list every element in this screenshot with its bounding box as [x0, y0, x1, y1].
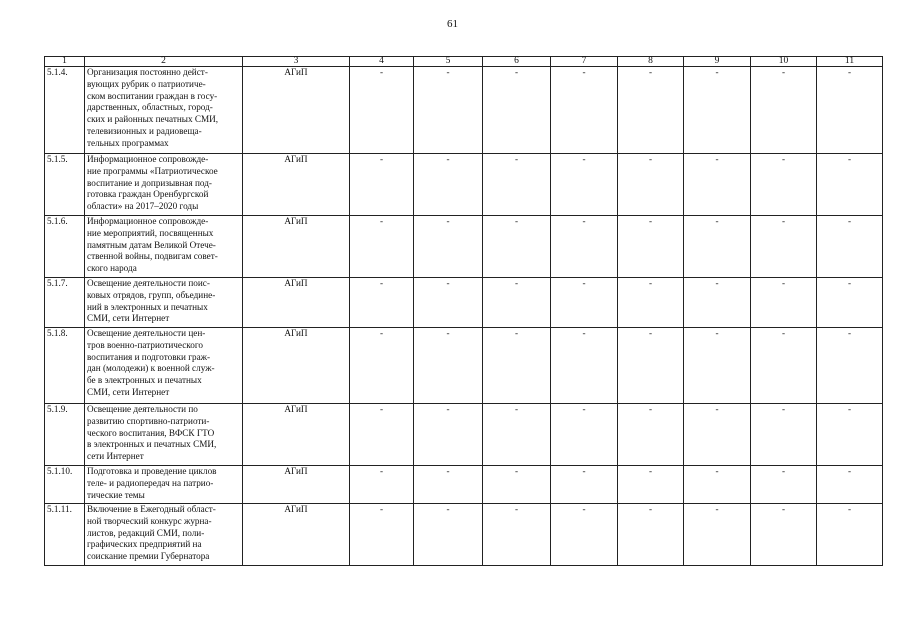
value-cell: - — [350, 328, 414, 404]
measures-table — [44, 56, 883, 566]
item-number: 5.1.11. — [45, 504, 85, 566]
table-row — [45, 216, 883, 278]
value-cell: - — [350, 67, 414, 154]
description-line: в электронных и печатных СМИ, — [87, 439, 217, 450]
description-line: ского народа — [87, 263, 137, 274]
table-row — [45, 154, 883, 216]
item-description — [85, 154, 243, 216]
value-cell: - — [817, 278, 883, 328]
header-cell: 4 — [350, 57, 414, 67]
header-cell: 3 — [243, 57, 350, 67]
value-cell: - — [414, 328, 483, 404]
description-line: Информационное сопровожде- — [87, 216, 209, 226]
description-line: графических предприятий на — [87, 539, 202, 550]
value-cell: - — [618, 404, 684, 466]
description-line: ском воспитании граждан в госу- — [87, 90, 218, 101]
header-cell: 11 — [817, 57, 883, 67]
description-line: воспитания и подготовки граж- — [87, 351, 211, 362]
description-line: дан (молодежи) к военной служ- — [87, 363, 215, 374]
value-cell: - — [551, 278, 618, 328]
description-line: соискание премии Губернатора — [87, 551, 210, 562]
value-cell: - — [618, 154, 684, 216]
page-number: 61 — [447, 18, 458, 30]
value-cell: - — [751, 504, 817, 566]
description-line: Включение в Ежегодный област- — [87, 504, 216, 514]
value-cell: - — [551, 67, 618, 154]
header-cell: 8 — [618, 57, 684, 67]
description-line: теле- и радиопередач на патрио- — [87, 477, 214, 488]
item-number: 5.1.4. — [45, 67, 85, 154]
value-cell: - — [817, 466, 883, 504]
value-cell: - — [350, 216, 414, 278]
item-number: 5.1.8. — [45, 328, 85, 404]
value-cell: - — [618, 216, 684, 278]
value-cell: - — [414, 504, 483, 566]
value-cell: - — [751, 278, 817, 328]
description-line: телевизионных и радиовеща- — [87, 125, 202, 136]
value-cell: - — [414, 278, 483, 328]
value-cell: - — [684, 328, 751, 404]
description-line: ских и районных печатных СМИ, — [87, 114, 219, 125]
table-row — [45, 278, 883, 328]
value-cell: - — [414, 466, 483, 504]
value-cell: - — [684, 504, 751, 566]
value-cell: - — [618, 278, 684, 328]
item-number: 5.1.6. — [45, 216, 85, 278]
description-line: тические темы — [87, 489, 145, 500]
value-cell: - — [414, 404, 483, 466]
value-cell: - — [483, 154, 551, 216]
value-cell: - — [618, 504, 684, 566]
header-cell: 1 — [45, 57, 85, 67]
item-description — [85, 466, 243, 504]
executor: АГиП — [243, 67, 350, 154]
table-row — [45, 504, 883, 566]
description-line: развитию спортивно-патриоти- — [87, 415, 210, 426]
item-number: 5.1.5. — [45, 154, 85, 216]
description-line: тров военно-патриотического — [87, 339, 204, 350]
executor: АГиП — [243, 466, 350, 504]
value-cell: - — [684, 67, 751, 154]
executor: АГиП — [243, 404, 350, 466]
header-cell: 2 — [85, 57, 243, 67]
header-cell: 9 — [684, 57, 751, 67]
value-cell: - — [817, 328, 883, 404]
executor: АГиП — [243, 216, 350, 278]
item-description — [85, 504, 243, 566]
description-line: готовка граждан Оренбургской — [87, 189, 209, 200]
value-cell: - — [684, 154, 751, 216]
value-cell: - — [551, 154, 618, 216]
value-cell: - — [483, 278, 551, 328]
description-line: Организация постоянно дейст- — [87, 67, 208, 77]
item-description — [85, 67, 243, 154]
description-line: дарственных, областных, город- — [87, 102, 213, 113]
executor: АГиП — [243, 328, 350, 404]
value-cell: - — [350, 466, 414, 504]
value-cell: - — [817, 67, 883, 154]
value-cell: - — [414, 216, 483, 278]
value-cell: - — [751, 67, 817, 154]
description-line: вующих рубрик о патриотиче- — [87, 78, 206, 89]
value-cell: - — [483, 67, 551, 154]
value-cell: - — [684, 466, 751, 504]
description-line: ственной войны, подвигам совет- — [87, 251, 218, 262]
value-cell: - — [350, 154, 414, 216]
value-cell: - — [817, 216, 883, 278]
value-cell: - — [684, 216, 751, 278]
value-cell: - — [414, 67, 483, 154]
table-row — [45, 67, 883, 154]
item-description — [85, 404, 243, 466]
description-line: ние мероприятий, посвященных — [87, 227, 214, 238]
executor: АГиП — [243, 278, 350, 328]
value-cell: - — [483, 216, 551, 278]
value-cell: - — [551, 504, 618, 566]
description-line: ной творческий конкурс журна- — [87, 515, 212, 526]
value-cell: - — [618, 466, 684, 504]
item-description — [85, 328, 243, 404]
item-description — [85, 278, 243, 328]
value-cell: - — [483, 328, 551, 404]
value-cell: - — [350, 504, 414, 566]
description-line: ние программы «Патриотическое — [87, 165, 218, 176]
item-number: 5.1.9. — [45, 404, 85, 466]
description-line: Освещение деятельности поис- — [87, 278, 210, 288]
header-cell: 10 — [751, 57, 817, 67]
value-cell: - — [751, 328, 817, 404]
value-cell: - — [350, 404, 414, 466]
description-line: области» на 2017–2020 годы — [87, 201, 199, 212]
value-cell: - — [751, 404, 817, 466]
description-line: Подготовка и проведение циклов — [87, 466, 217, 476]
table-row — [45, 404, 883, 466]
description-line: памятным датам Великой Отече- — [87, 239, 216, 250]
description-line: СМИ, сети Интернет — [87, 386, 170, 397]
value-cell: - — [817, 154, 883, 216]
value-cell: - — [817, 504, 883, 566]
description-line: бе в электронных и печатных — [87, 375, 202, 386]
header-row — [45, 57, 883, 67]
value-cell: - — [684, 404, 751, 466]
description-line: тельных программах — [87, 137, 169, 148]
description-line: сети Интернет — [87, 451, 144, 462]
header-cell: 6 — [483, 57, 551, 67]
header-cell: 5 — [414, 57, 483, 67]
description-line: Информационное сопровожде- — [87, 154, 209, 164]
value-cell: - — [551, 328, 618, 404]
header-cell: 7 — [551, 57, 618, 67]
executor: АГиП — [243, 154, 350, 216]
description-line: СМИ, сети Интернет — [87, 313, 170, 324]
value-cell: - — [751, 216, 817, 278]
value-cell: - — [551, 404, 618, 466]
value-cell: - — [618, 67, 684, 154]
value-cell: - — [551, 466, 618, 504]
value-cell: - — [483, 466, 551, 504]
value-cell: - — [483, 404, 551, 466]
description-line: ческого воспитания, ВФСК ГТО — [87, 427, 215, 438]
item-description — [85, 216, 243, 278]
description-line: Освещение деятельности цен- — [87, 328, 206, 338]
description-line: Освещение деятельности по — [87, 404, 198, 414]
value-cell: - — [483, 504, 551, 566]
table-row — [45, 328, 883, 404]
value-cell: - — [350, 278, 414, 328]
value-cell: - — [551, 216, 618, 278]
value-cell: - — [618, 328, 684, 404]
description-line: ний в электронных и печатных — [87, 301, 208, 312]
executor: АГиП — [243, 504, 350, 566]
table-row — [45, 466, 883, 504]
value-cell: - — [751, 154, 817, 216]
item-number: 5.1.10. — [45, 466, 85, 504]
value-cell: - — [751, 466, 817, 504]
description-line: листов, редакций СМИ, поли- — [87, 527, 205, 538]
item-number: 5.1.7. — [45, 278, 85, 328]
value-cell: - — [414, 154, 483, 216]
value-cell: - — [684, 278, 751, 328]
value-cell: - — [817, 404, 883, 466]
description-line: воспитание и допризывная под- — [87, 177, 212, 188]
description-line: ковых отрядов, групп, объедине- — [87, 289, 216, 300]
